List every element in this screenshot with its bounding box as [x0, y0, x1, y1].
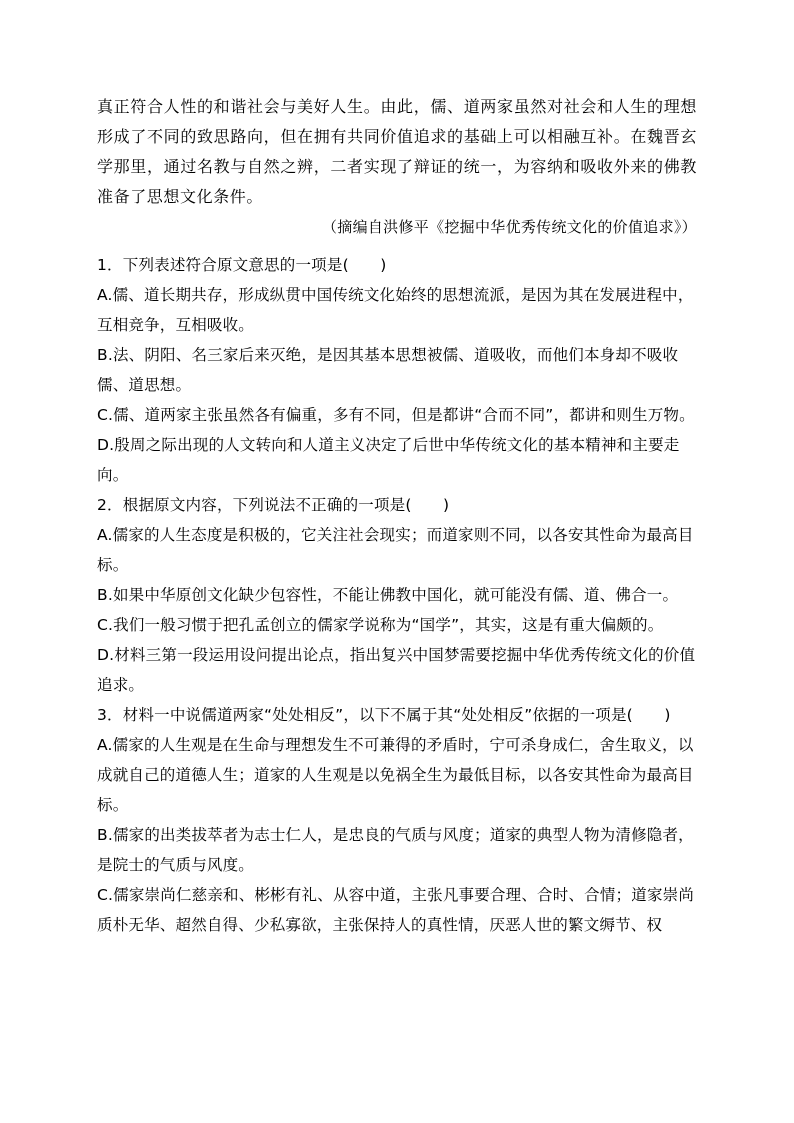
option-a: A.儒、道长期共存，形成纵贯中国传统文化始终的思想流派，是因为其在发展进程中，互相竞争，互相吸收。 [97, 286, 694, 334]
option-d: D.殷周之际出现的人文转向和人道主义决定了后世中华传统文化的基本精神和主要走向。 [97, 436, 680, 484]
passage-source: （摘编自洪修平《挖掘中华优秀传统文化的价值追求》） [321, 218, 697, 236]
question-stem: 2．根据原文内容，下列说法不正确的一项是( ) [97, 496, 450, 514]
option-c: C.我们一般习惯于把孔孟创立的儒家学说称为“国学”，其实，这是有重大偏颇的。 [97, 616, 664, 634]
option-c: C.儒家崇尚仁慈亲和、彬彬有礼、从容中道，主张凡事要合理、合时、合情；道家崇尚质朴无华、超然自得、少私寡欲，主张保持人的真性情，厌恶人世的繁文缛节、权 [97, 886, 695, 934]
passage-paragraph: 真正符合人性的和谐社会与美好人生。由此，儒、道两家虽然对社会和人生的理想形成了不同的致思路向，但在拥有共同价值追求的基础上可以相融互补。在魏晋玄学那里，通过名教与自然之辨，二者实现了辩证的统一，为容纳和吸收外来的佛教准备了思想文化条件。 [97, 97, 697, 206]
question-list [97, 250, 697, 940]
option-b: B.如果中华原创文化缺少包容性，不能让佛教中国化，就可能没有儒、道、佛合一。 [97, 586, 679, 604]
option-c: C.儒、道两家主张虽然各有偏重，多有不同，但是都讲“合而不同”，都讲和则生万物。 [97, 406, 695, 424]
option-b: B.儒家的出类拔萃者为志士仁人，是忠良的气质与风度；道家的典型人物为清修隐者，是院士的气质与风度。 [97, 826, 694, 874]
question-1 [97, 250, 697, 490]
option-b: B.法、阴阳、名三家后来灭绝，是因其基本思想被儒、道吸收，而他们本身却不吸收儒、道思想。 [97, 346, 679, 394]
option-a: A.儒家的人生观是在生命与理想发生不可兼得的矛盾时，宁可杀身成仁，舍生取义，以成就自己的道德人生；道家的人生观是以免祸全生为最低目标，以各安其性命为最高目标。 [97, 736, 694, 814]
option-a: A.儒家的人生态度是积极的，它关注社会现实；而道家则不同，以各安其性命为最高目标。 [97, 526, 694, 574]
question-2 [97, 490, 697, 700]
question-stem: 3．材料一中说儒道两家“处处相反”，以下不属于其“处处相反”依据的一项是( ) [97, 706, 671, 724]
option-d: D.材料三第一段运用设问提出论点，指出复兴中国梦需要挖掘中华优秀传统文化的价值追求。 [97, 646, 696, 694]
question-3 [97, 700, 697, 940]
question-stem: 1．下列表述符合原文意思的一项是( ) [97, 256, 387, 274]
